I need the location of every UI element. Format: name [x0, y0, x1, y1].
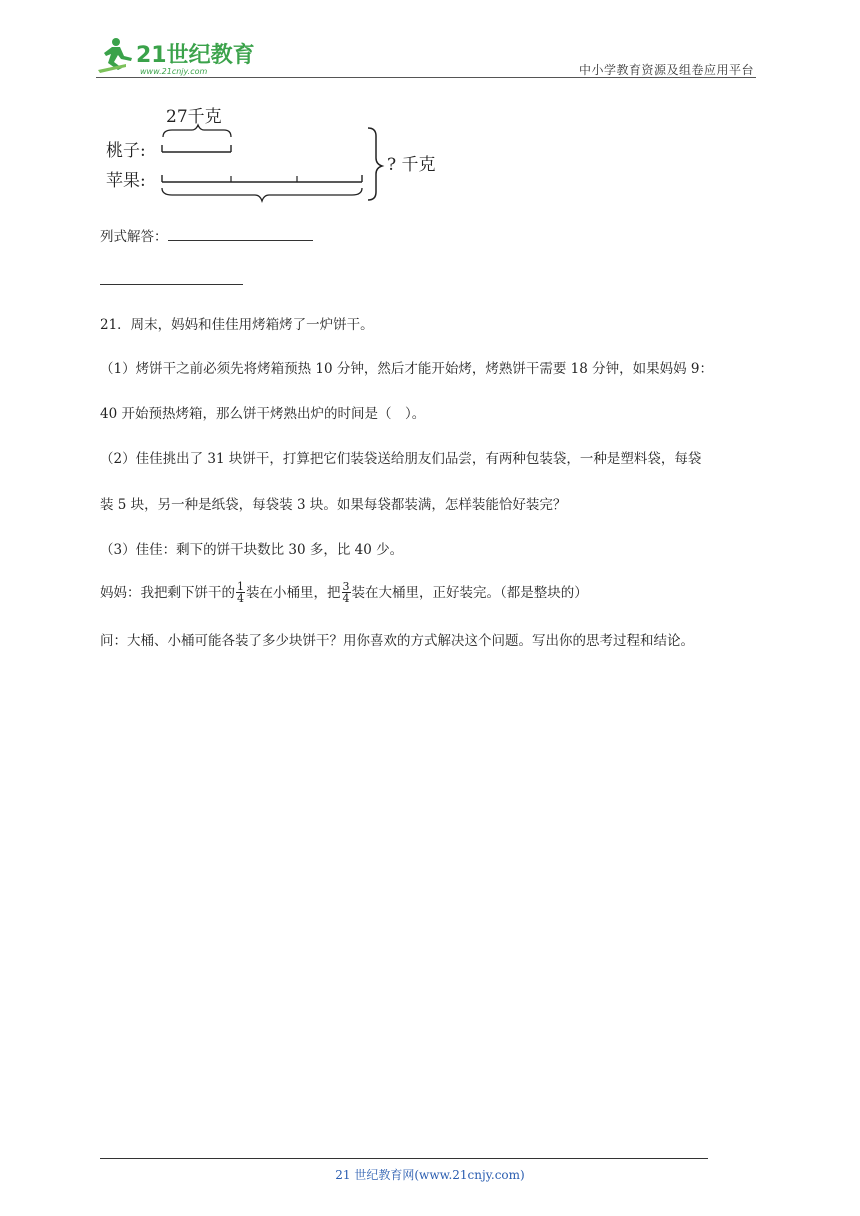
answer-blank-2[interactable]: [100, 272, 243, 285]
q21-part3-mom: [100, 582, 588, 605]
footer-divider: [100, 1158, 708, 1159]
fraction-three-quarters: $\frac{3}{4}$: [342, 580, 350, 605]
q21-part2-line2: 装 5 块，另一种是纸袋，每袋装 3 块。如果每袋都装满，怎样装能恰好装完？: [100, 497, 567, 513]
answer-line: [100, 228, 313, 246]
site-logo: [96, 34, 266, 78]
mom-text-a: 妈妈：我把剩下饼干的: [100, 585, 235, 601]
answer-label: 列式解答：: [100, 229, 168, 245]
svg-text:21世纪教育: 21世纪教育: [136, 43, 255, 68]
mom-text-c: 装在大桶里，正好装完。（都是整块的）: [351, 585, 588, 601]
total-label: ? 千克: [387, 155, 436, 175]
q21-title: 21．周末，妈妈和佳佳用烤箱烤了一炉饼干。: [100, 317, 374, 333]
platform-name: 中小学教育资源及组卷应用平台: [578, 63, 754, 77]
svg-text:www.21cnjy.com: www.21cnjy.com: [140, 67, 208, 76]
segment-diagram: [100, 100, 460, 210]
header-divider: [96, 77, 756, 78]
q21-part3-question: 问：大桶、小桶可能各装了多少块饼干？用你喜欢的方式解决这个问题。写出你的思考过程和结论。: [100, 633, 694, 649]
answer-line-2: [100, 272, 243, 290]
peach-label: 桃子:: [106, 141, 146, 161]
fraction-one-quarter: $\frac{1}{4}$: [237, 580, 244, 605]
q21-part2-line1: （2）佳佳挑出了 31 块饼干，打算把它们装袋送给朋友们品尝，有两种包装袋，一种是塑料袋，每袋: [100, 451, 702, 467]
apple-label: 苹果:: [106, 171, 146, 191]
q21-part1-line2: 40 开始预热烤箱，那么饼干烤熟出炉的时间是（ ）。: [100, 406, 426, 422]
footer-link[interactable]: 21 世纪教育网(www.21cnjy.com): [335, 1168, 525, 1182]
q21-part3-line1: （3）佳佳：剩下的饼干块数比 30 多，比 40 少。: [100, 542, 404, 558]
right-brace: [368, 128, 382, 200]
bottom-brace: [162, 188, 362, 201]
diagram-top-label: 27千克: [166, 107, 222, 127]
mom-text-b: 装在小桶里，把: [246, 585, 341, 601]
q21-part1-line1: （1）烤饼干之前必须先将烤箱预热 10 分钟，然后才能开始烤，烤熟饼干需要 18 分钟，如果妈妈 9：: [100, 361, 713, 377]
running-man-icon: [96, 34, 266, 78]
answer-blank[interactable]: [168, 228, 313, 241]
